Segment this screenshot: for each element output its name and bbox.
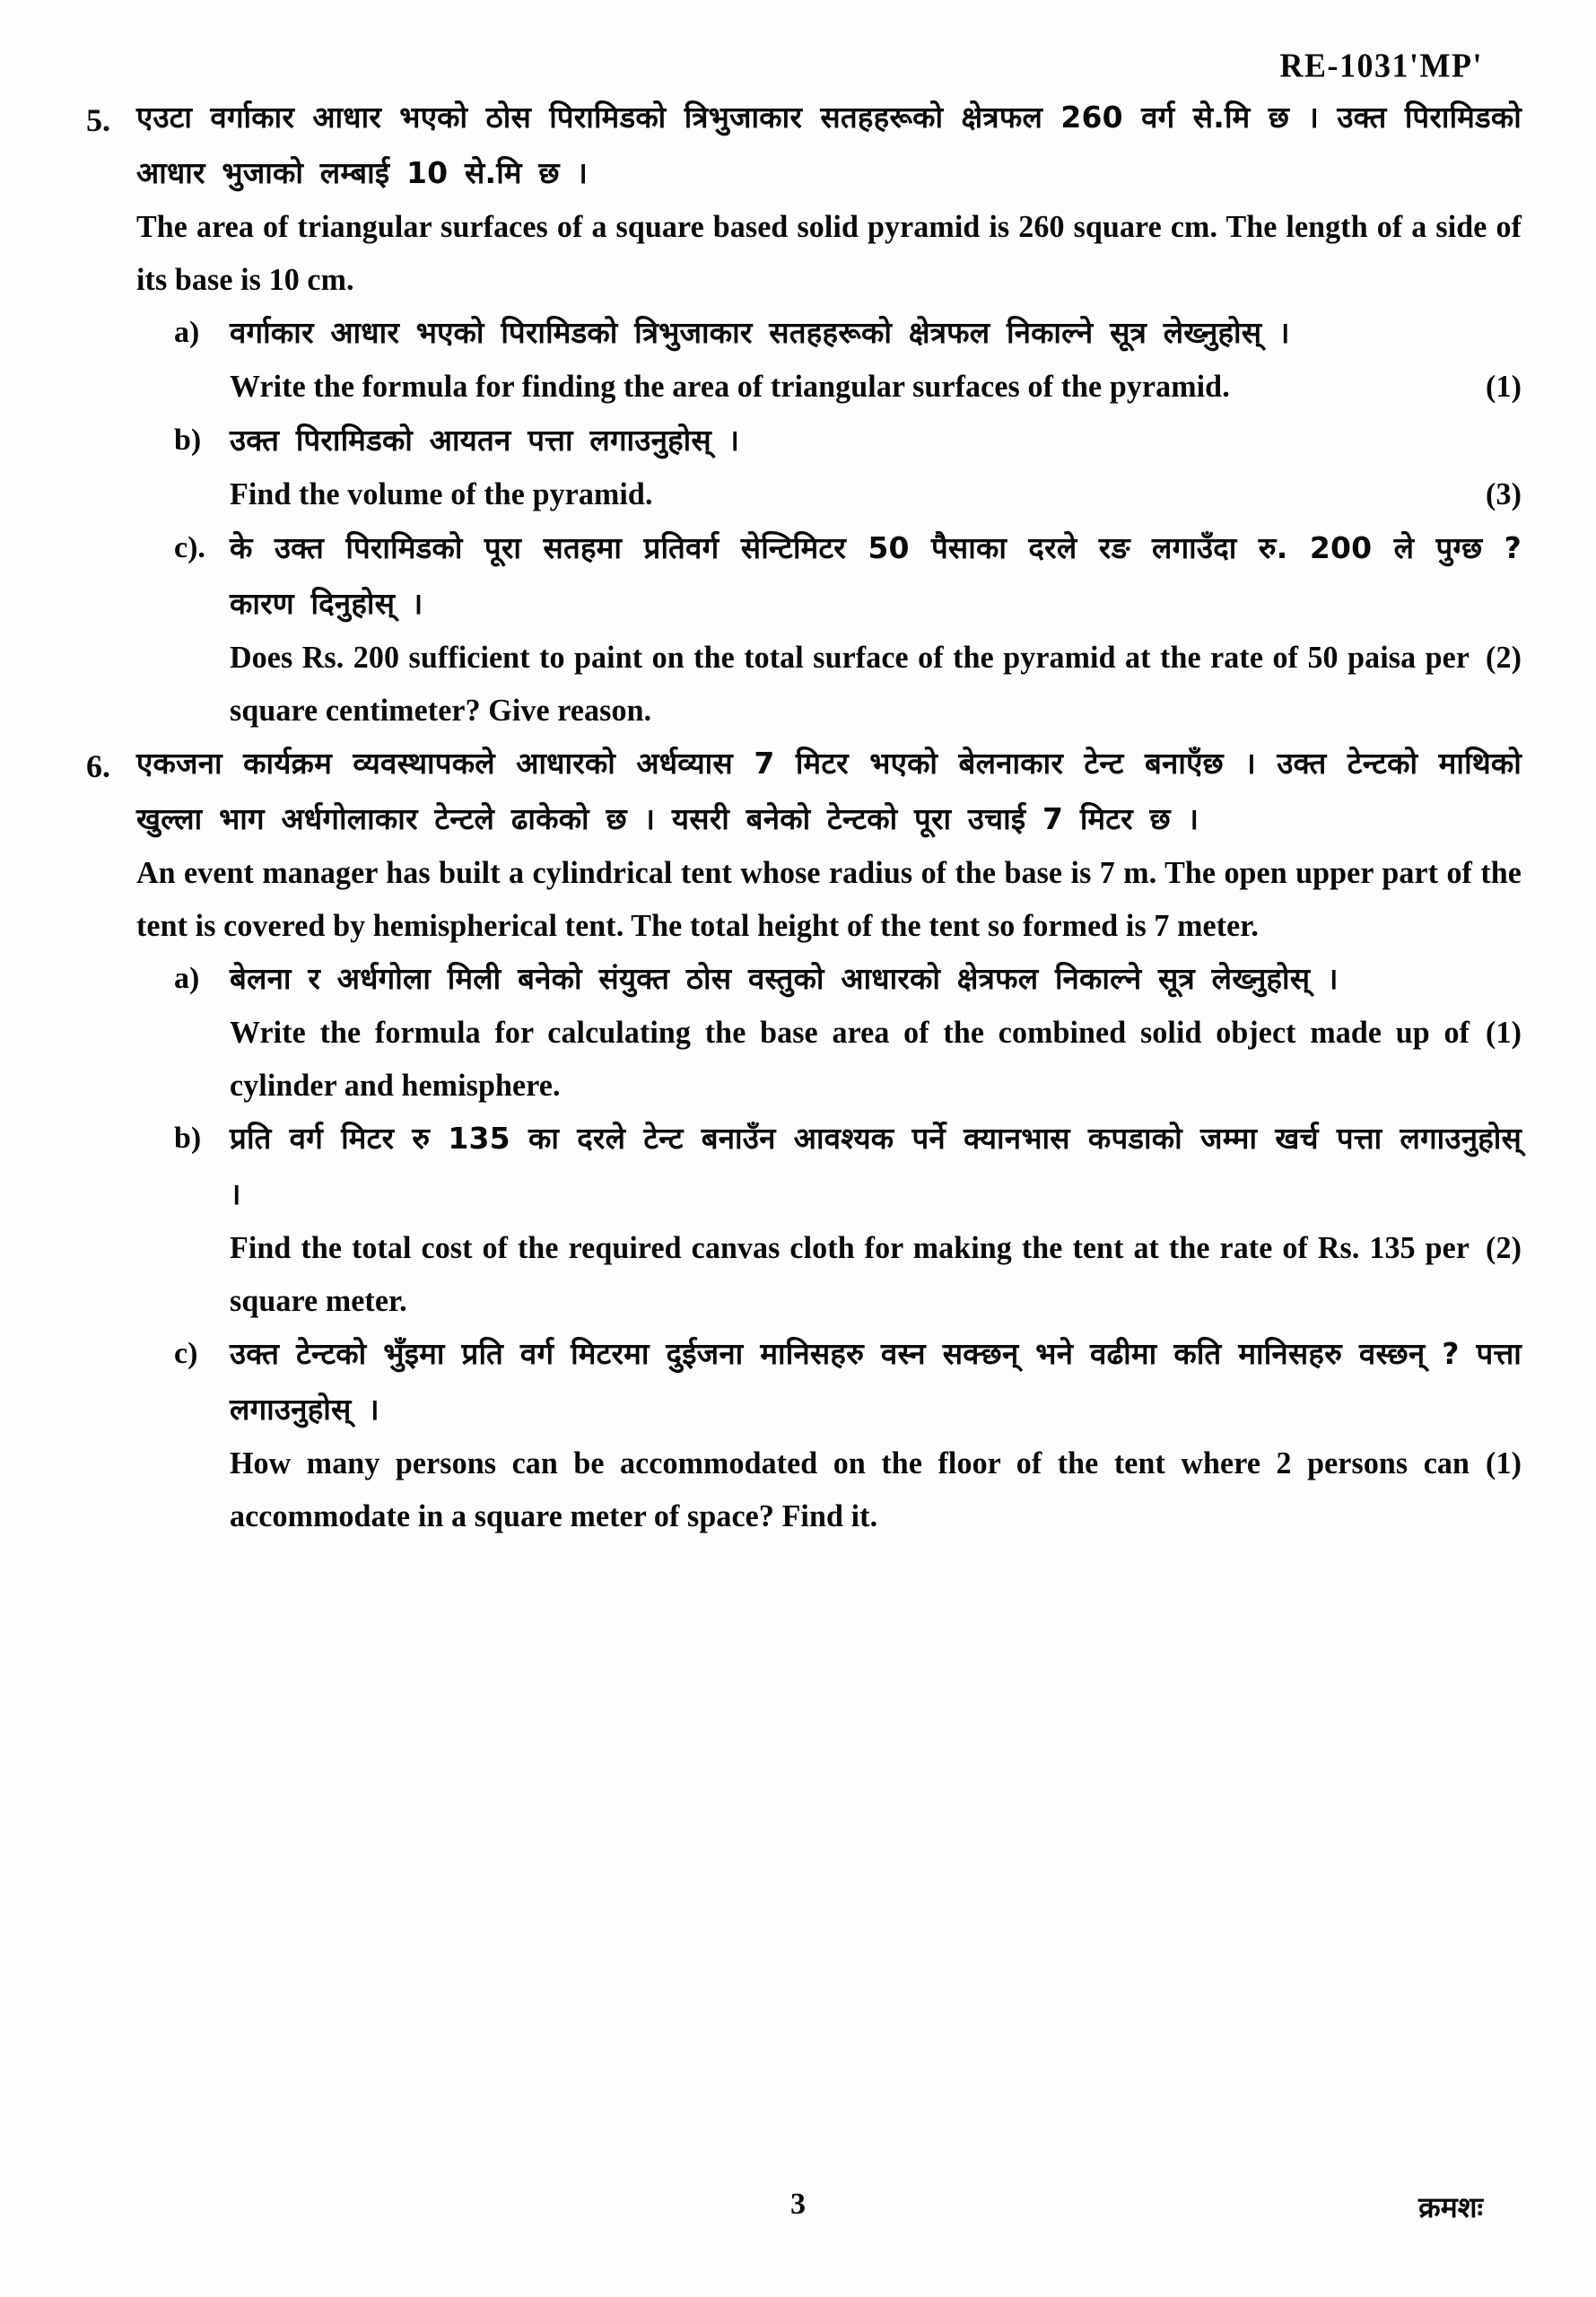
subquestion-english-row: [230, 1007, 1522, 1113]
questions-container: [86, 90, 1522, 1542]
subquestion-english: How many persons can be accommodated on the floor of the tent where 2 persons can accommodate in a square meter of space? Find it.: [230, 1446, 1470, 1534]
subquestion-english-row: [230, 361, 1522, 414]
page-footer: [86, 2188, 1510, 2241]
page-header: [1280, 47, 1483, 84]
question-number: 6.: [86, 748, 110, 784]
marks-value: (1): [1486, 370, 1522, 404]
subquestion-english-row: [230, 1437, 1522, 1543]
subquestion-nepali: वर्गाकार आधार भएको पिरामिडको त्रिभुजाकार सतहहरूको क्षेत्रफल निकाल्ने सूत्र लेख्नुहोस् ।: [230, 315, 1290, 350]
question-stem-english: An event manager has built a cylindrical tent whose radius of the base is 7 m. The open upper part of the tent is covered by hemispherical tent. The total height of the tent so formed is 7 meter.: [136, 856, 1522, 944]
question-6: [86, 736, 1522, 1542]
marks-value: (3): [1486, 477, 1522, 511]
question-5: [86, 90, 1522, 736]
subquestion-english: Write the formula for calculating the base area of the combined solid object made up of cylinder and hemisphere.: [230, 1016, 1470, 1104]
marks-value: (2): [1486, 1231, 1522, 1265]
subquestion-list: [174, 305, 1522, 736]
subquestion-english: Write the formula for finding the area of triangular surfaces of the pyramid.: [230, 370, 1230, 404]
subquestion-nepali: उक्त पिरामिडको आयतन पत्ता लगाउनुहोस् ।: [230, 423, 740, 458]
page-number: 3: [790, 2188, 806, 2221]
subquestion-nepali: बेलना र अर्धगोला मिली बनेको संयुक्त ठोस वस्तुको आधारको क्षेत्रफल निकाल्ने सूत्र लेख्नुहोस् ।: [230, 961, 1339, 996]
subquestion-english: Find the volume of the pyramid.: [230, 477, 653, 511]
question-stem-english: The area of triangular surfaces of a square based solid pyramid is 260 square cm. The length of a side of its base is 10 cm.: [136, 210, 1522, 298]
continued-label: क्रमशः: [1418, 2190, 1483, 2224]
subquestion-6c: [174, 1326, 1522, 1542]
exam-code: RE-1031'MP': [1279, 47, 1483, 84]
marks-value: (1): [1486, 1016, 1522, 1050]
subquestion-english: Find the total cost of the required canvas cloth for making the tent at the rate of Rs. 135 per square meter.: [230, 1231, 1470, 1319]
subquestion-nepali: प्रति वर्ग मिटर रु 135 का दरले टेन्ट बनाउँन आवश्यक पर्ने क्यानभास कपडाको जम्मा खर्च पत्ता लगाउनुहोस् ।: [230, 1121, 1522, 1211]
subquestion-5b: [174, 413, 1522, 520]
subquestion-6a: [174, 951, 1522, 1111]
question-number: 5.: [86, 102, 110, 138]
question-stem-nepali: एउटा वर्गाकार आधार भएको ठोस पिरामिडको त्रिभुजाकार सतहहरूको क्षेत्रफल 260 वर्ग से.मि छ । उक्त पिरामिडको आधार भुजाको लम्बाई 10 से.मि छ ।: [136, 100, 1522, 190]
marks-value: (1): [1486, 1446, 1522, 1480]
subquestion-english-row: [230, 632, 1522, 738]
subquestion-label: a): [174, 316, 200, 349]
question-stem-nepali: एकजना कार्यक्रम व्यवस्थापकले आधारको अर्धव्यास 7 मिटर भएको बेलनाकार टेन्ट बनाएँछ । उक्त टेन्टको माथिको खुल्ला भाग अर्धगोलाकार टेन्टले ढाकेको छ । यसरी बनेको टेन्टको पूरा उचाई 7 मिटर छ ।: [136, 746, 1522, 836]
subquestion-6b: [174, 1111, 1522, 1326]
subquestion-5c: [174, 520, 1522, 736]
subquestion-nepali: उक्त टेन्टको भुँइमा प्रति वर्ग मिटरमा दुईजना मानिसहरु वस्न सक्छन् भने वढीमा कति मानिसहरु वस्छन् ? पत्ता लगाउनुहोस् ।: [230, 1336, 1522, 1427]
subquestion-label: b): [174, 424, 202, 457]
subquestion-list: [174, 951, 1522, 1542]
subquestion-5a: [174, 305, 1522, 413]
marks-value: (2): [1486, 641, 1522, 675]
subquestion-english-row: [230, 1222, 1522, 1328]
subquestion-english-row: [230, 468, 1522, 521]
subquestion-label: a): [174, 962, 200, 995]
subquestion-english: Does Rs. 200 sufficient to paint on the total surface of the pyramid at the rate of 50 paisa per square centimeter? Give reason.: [230, 641, 1470, 729]
subquestion-nepali: के उक्त पिरामिडको पूरा सतहमा प्रतिवर्ग सेन्टिमिटर 50 पैसाका दरले रङ लगाउँदा रु. 200 ले पुग्छ ? कारण दिनुहोस् ।: [230, 530, 1522, 621]
subquestion-label: c).: [174, 531, 205, 564]
subquestion-label: b): [174, 1122, 202, 1155]
subquestion-label: c): [174, 1337, 198, 1370]
